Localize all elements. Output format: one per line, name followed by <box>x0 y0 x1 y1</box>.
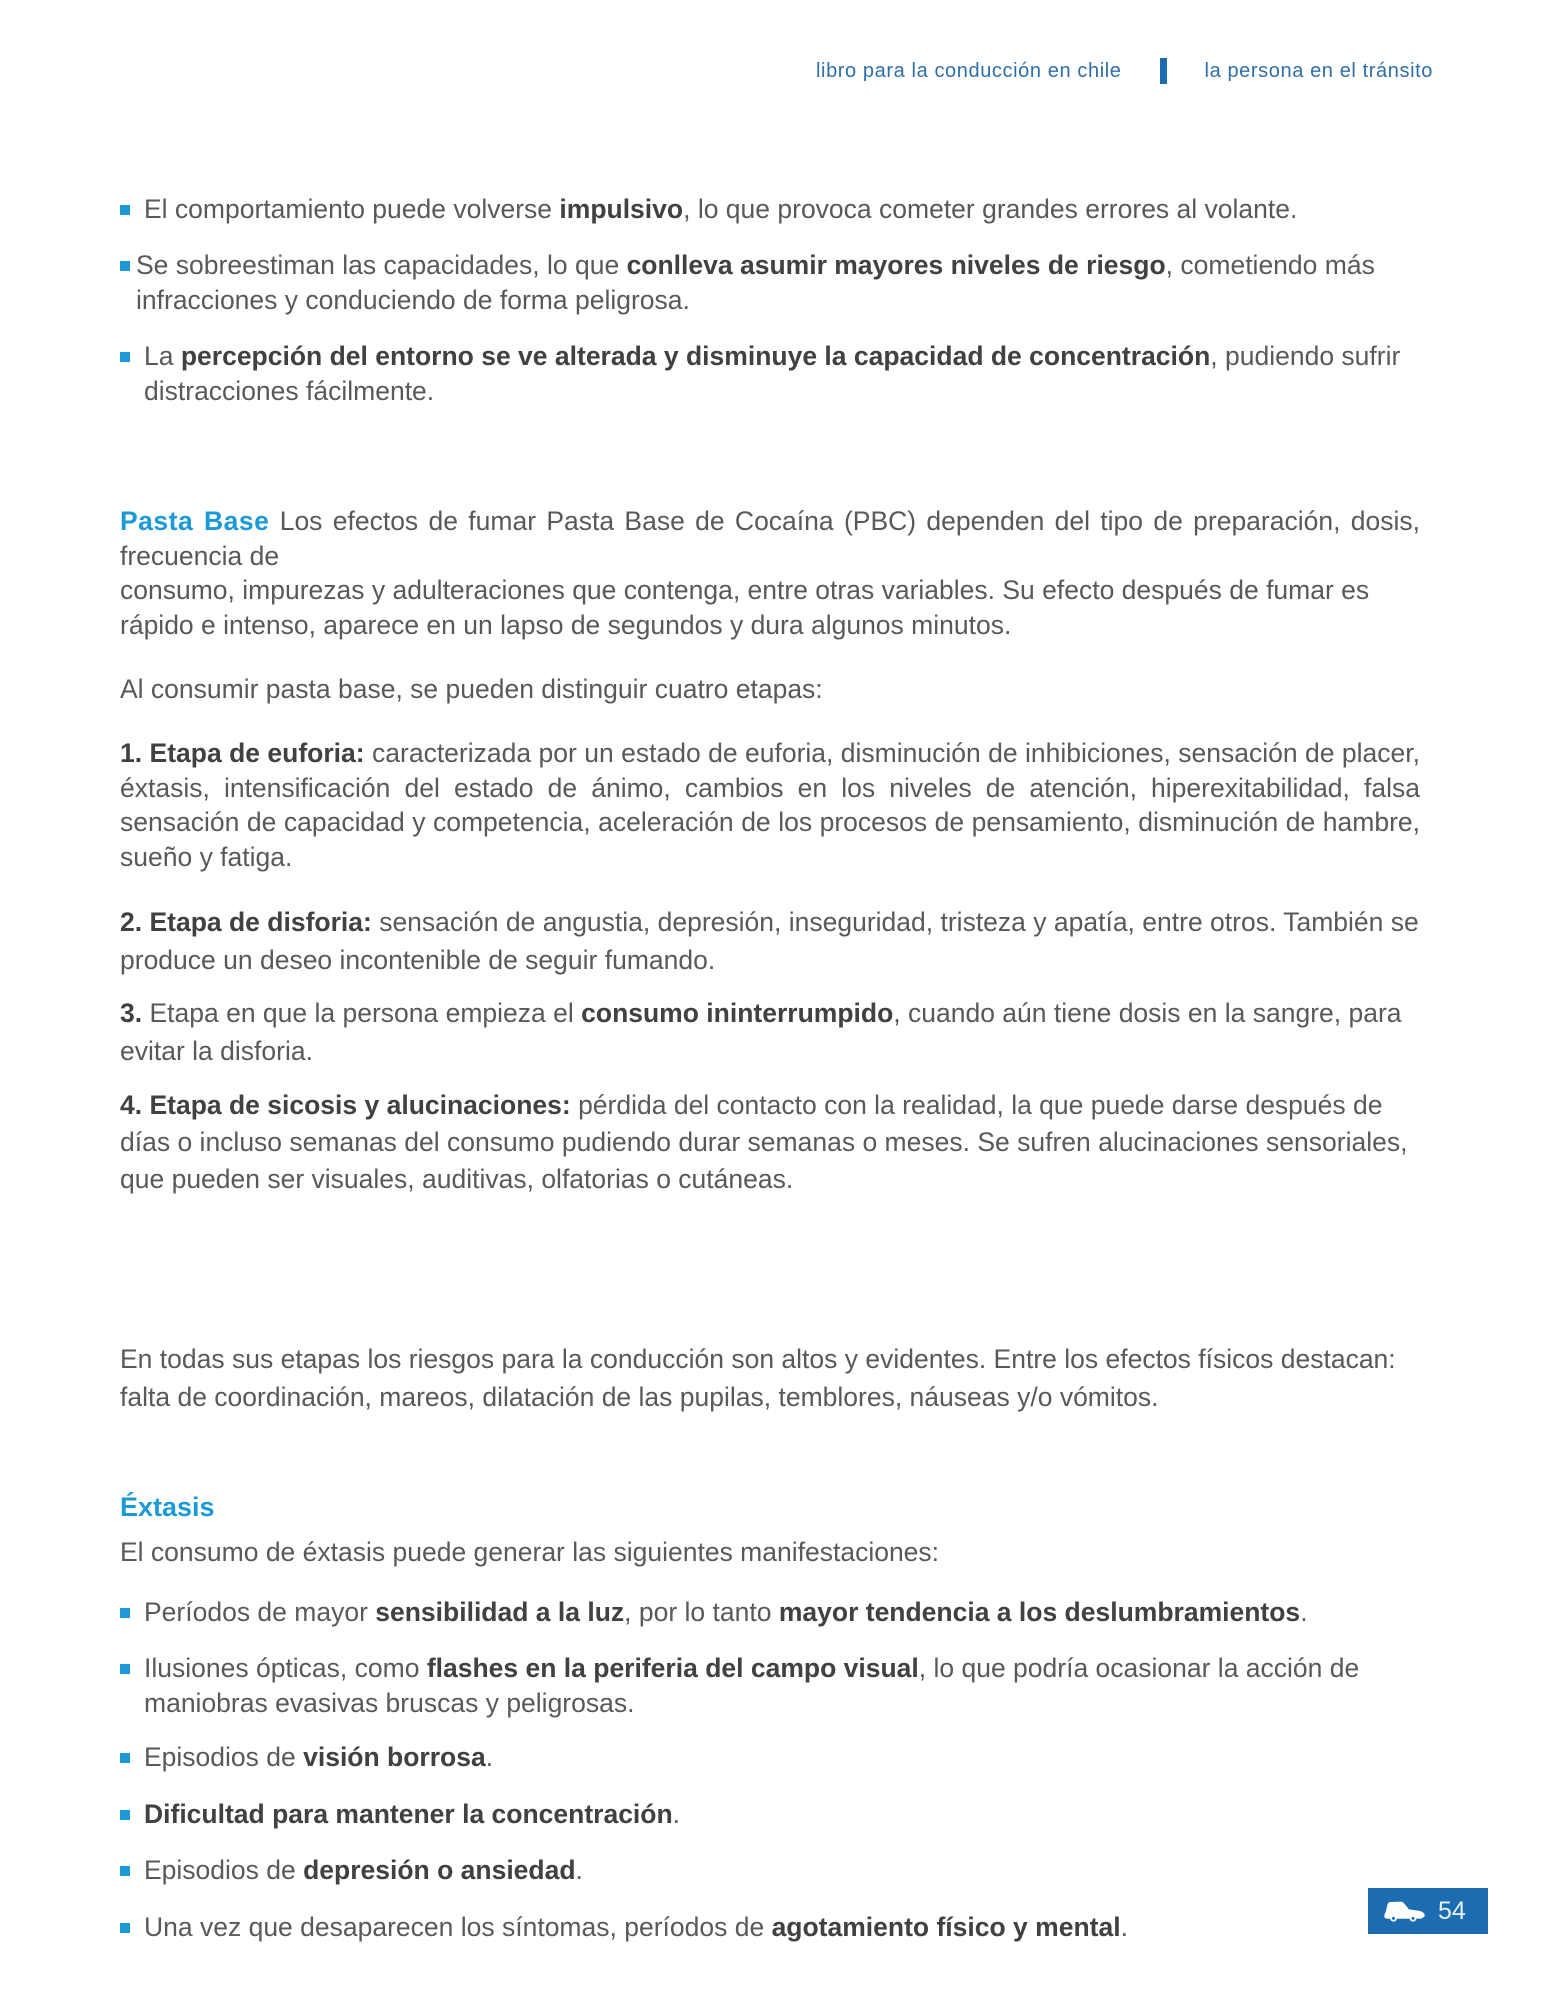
bullet-text-post: . <box>575 1855 583 1886</box>
bullet-text-bold-2: mayor tendencia a los deslumbramientos <box>778 1596 1301 1627</box>
square-bullet-icon <box>120 1866 130 1876</box>
square-bullet-icon <box>120 205 130 215</box>
bullet-text-post: . <box>672 1798 681 1829</box>
extasis-heading: Éxtasis <box>120 1491 215 1522</box>
bullet-text-bold: depresión o ansiedad <box>303 1855 576 1886</box>
bullet-text-pre: El comportamiento puede volverse <box>144 194 560 224</box>
bullet-text-post: , lo que provoca cometer grandes errores al volante. <box>683 194 1298 224</box>
bullet-text-post: , pudiendo sufrir distracciones fácilmente. <box>144 341 1401 406</box>
pasta-base-closing: En todas sus etapas los riesgos para la conducción son altos y evidentes. Entre los efectos físicos destacan: falta de coordinación, mareos, dilatación de las pupilas, temblores, náuseas y/o vómitos. <box>120 1343 1396 1413</box>
bullet-text-pre: Episodios de <box>144 1855 304 1886</box>
etapa-2-label: 2. Etapa de disforia: <box>120 907 372 938</box>
etapa-2-text: sensación de angustia, depresión, inseguridad, tristeza y apatía, entre otros. También se produce un deseo incontenible de seguir fumando. <box>120 907 1419 975</box>
pasta-base-label: Pasta Base <box>120 506 270 537</box>
running-header <box>816 58 1433 84</box>
car-icon <box>1380 1898 1426 1924</box>
bullet-text-bold: percepción del entorno se ve alterada y disminuye la capacidad de concentración <box>180 341 1211 372</box>
square-bullet-icon <box>120 352 130 362</box>
bullet-text-bold: conlleva asumir mayores niveles de riesgo <box>626 250 1166 281</box>
square-bullet-icon <box>120 1664 130 1674</box>
etapa-4-label: 4. Etapa de sicosis y alucinaciones: <box>120 1089 571 1120</box>
header-chapter-title: la persona en el tránsito <box>1204 59 1433 82</box>
etapa-1-text: caracterizada por un estado de euforia, disminución de inhibiciones, sensación de placer, éxtasis, intensificación del estado de ánimo, cambios en los niveles de atención, hiperexitabilidad, falsa sensación de capacidad y competencia, aceleración de los procesos de pensamiento, disminución de hambre, sueño y fatiga. <box>120 738 1420 872</box>
bullet-text-pre: Períodos de mayor <box>144 1596 376 1627</box>
pasta-base-intro-text: Los efectos de fumar Pasta Base de Cocaína (PBC) dependen del tipo de preparación, dosis, <box>269 506 1420 537</box>
list-item <box>120 1910 1420 1944</box>
etapa-1 <box>120 736 1420 874</box>
pasta-base-intro-rest: consumo, impurezas y adulteraciones que contenga, entre otras variables. Su efecto después de fumar es rápido e intenso, aparece en un lapso de segundos y dura algunos minutos. <box>120 575 1370 640</box>
etapa-4 <box>120 1087 1420 1198</box>
square-bullet-icon <box>120 1753 130 1763</box>
pasta-base-intro-line1 <box>120 504 1420 538</box>
bullet-text-post: . <box>1120 1911 1128 1942</box>
bullet-text-pre: Se sobreestiman las capacidades, lo que <box>136 250 627 281</box>
square-bullet-icon <box>120 261 130 271</box>
bullet-text-post: . <box>485 1742 494 1773</box>
etapa-2 <box>120 904 1420 979</box>
bullet-text-bold: impulsivo <box>559 194 684 224</box>
etapas-intro: Al consumir pasta base, se pueden distinguir cuatro etapas: <box>120 673 823 704</box>
bullet-text-post: , cometiendo más infracciones y conduciendo de forma peligrosa. <box>136 250 1375 315</box>
etapa-4-text: pérdida del contacto con la realidad, la que puede darse después de días o incluso semanas del consumo pudiendo durar semanas o meses. Se sufren alucinaciones sensoriales, que pueden ser visuales, auditivas, olfatorias o cutáneas. <box>120 1089 1408 1194</box>
square-bullet-icon <box>120 1810 130 1820</box>
vertical-bar-icon <box>1160 58 1167 84</box>
square-bullet-icon <box>120 1608 130 1618</box>
bullet-text-bold: agotamiento físico y mental <box>771 1911 1121 1942</box>
bullet-text-pre: Ilusiones ópticas, como <box>144 1653 427 1684</box>
etapa-3 <box>120 995 1420 1070</box>
list-item <box>120 1651 1420 1720</box>
etapa-1-label: 1. Etapa de euforia: <box>120 738 365 769</box>
bullet-text-post: , lo que podría ocasionar la acción de maniobras evasivas bruscas y peligrosas. <box>144 1653 1360 1718</box>
bullet-text-bold: Dificultad para mantener la concentración <box>144 1798 673 1829</box>
bullet-text-pre: Episodios de <box>144 1742 304 1773</box>
page-number: 54 <box>1438 1896 1466 1925</box>
page-content <box>120 192 1420 1944</box>
square-bullet-icon <box>120 1923 130 1933</box>
etapa-3-text-bold: consumo ininterrumpido <box>581 998 894 1029</box>
extasis-intro: El consumo de éxtasis puede generar las siguientes manifestaciones: <box>120 1536 940 1567</box>
etapa-3-label: 3. <box>120 998 143 1029</box>
bullet-text-bold: flashes en la periferia del campo visual <box>426 1653 919 1684</box>
bullet-text-bold: visión borrosa <box>303 1742 486 1773</box>
bullet-text-pre: Una vez que desaparecen los síntomas, períodos de <box>144 1911 772 1942</box>
bullet-text-pre: La <box>144 341 181 372</box>
list-item <box>120 248 1420 317</box>
bullet-text-mid: , por lo tanto <box>624 1596 779 1627</box>
list-item <box>120 1797 1420 1831</box>
bullet-text-bold: sensibilidad a la luz <box>375 1596 625 1627</box>
list-item <box>120 1595 1420 1629</box>
list-item <box>120 1740 1420 1774</box>
pasta-base-intro-line2: frecuencia de <box>120 540 280 571</box>
bullet-text-post: . <box>1300 1596 1308 1627</box>
page-number-badge <box>1368 1888 1488 1934</box>
header-book-title: libro para la conducción en chile <box>815 59 1122 82</box>
list-item <box>120 1853 1420 1887</box>
list-item <box>120 192 1420 226</box>
list-item <box>120 339 1420 408</box>
etapa-3-text-pre: Etapa en que la persona empieza el <box>142 998 582 1029</box>
etapa-3-text-post: , cuando aún tiene dosis en la sangre, para evitar la disforia. <box>120 998 1402 1066</box>
